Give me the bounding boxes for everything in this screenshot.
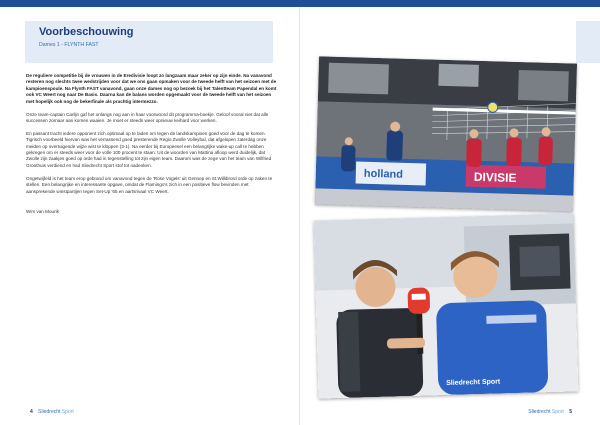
paragraph-3: Ongetwijfeld is het team erop gebrand om vanavond tegen de 'Rose Vogels' uit Gennep en St.Willibrord orde op zaken te stellen. Een belangrijke en interessante opgave, omdat de Flamingo's zich in een positieve flow bevinden met aansprekende winstpartijen tegen Set-Up '65 en aartsrivaal VC Weert. <box>26 175 273 194</box>
footer-brand-sport-right: Sport <box>551 409 564 415</box>
author-name: Wim van Mourik <box>26 209 59 214</box>
top-color-bar <box>0 0 600 7</box>
title-box <box>25 21 273 63</box>
lead-paragraph: De reguliere competitie bij de vrouwen in de Eredivisie loopt zo langzaam maar zeker op zijn einde. Na vanavond resteren nog slechts twee wedstrijden voor dat we ons gaan opmaken voor de tweede helft van het seizoen met de kampioenspoule. Na Flynth FAST vanavond, gaan onze dames nog op bezoek bij het Talentteam Papendal en komt ook VC Weert nog naar De Basis. Daarna kan de balans worden opgemaakt voor de tweede helft van het seizoen met hopelijk ook nog de bekerfinale als prachtig intermezzo. <box>26 73 277 104</box>
volleyball-action-photo <box>315 56 577 211</box>
banner-text-holland: holland <box>363 167 404 181</box>
paragraph-2: En passant tracht iedere opponent zich optimaal op te laden om tegen de landskampioen goed voor de dag te komen. Tigrisch voorbeeld hiervan was het verrassend goed presterende Regio Zwolle Volleybal, dat afgelopen zaterdag onze meiden op overtuigende wijze wist te kloppen (3-1). Na eerder bij Europeesel een belangrijke wake-up call te hebben gekregen om er steeds weer voor de volle 100 procent te staan. Uit de woorden van Mattina afloop werd duidelijk, dat Zwolle zijn zaakjes goed op orde had in tegenstelling tot zijn eigen team. Daarom was de zege van het team van Wilfried Groothuis verdiend en had Sliedrecht Sport stof tot nadenken. <box>26 130 272 168</box>
shirt-text: Sliedrecht Sport <box>446 378 501 388</box>
article-body <box>26 73 278 222</box>
banner-text-divisie: DIVISIE <box>473 169 517 185</box>
footer-brand-sport-left: Sport <box>61 409 74 415</box>
footer-brand-right <box>528 409 564 415</box>
footer-brand-main-left: Sliedrecht <box>38 409 61 415</box>
page-title: Voorbeschouwing <box>39 26 134 38</box>
page-number-left: 4 <box>30 409 33 415</box>
left-page <box>0 7 300 425</box>
corner-tab <box>576 21 600 63</box>
footer-brand-main-right: Sliedrecht <box>528 409 551 415</box>
interview-photo <box>314 213 579 398</box>
footer-right <box>528 409 576 415</box>
page-subtitle: Dames 1 - FLYNTH FAST <box>39 42 99 48</box>
right-page <box>300 7 600 425</box>
paragraph-1: Onze team-captain Carlijn gaf het onlangs nog aan in haar voorwoord dit programma-boekje. Geloof vooral niet dat alle successen zomaar aan komen waaien. Je moet er steeds weer opnieuw keihard voor werken. <box>26 111 269 123</box>
footer-left <box>26 409 74 415</box>
footer-brand-left <box>38 409 74 415</box>
page-number-right: 5 <box>569 409 572 415</box>
